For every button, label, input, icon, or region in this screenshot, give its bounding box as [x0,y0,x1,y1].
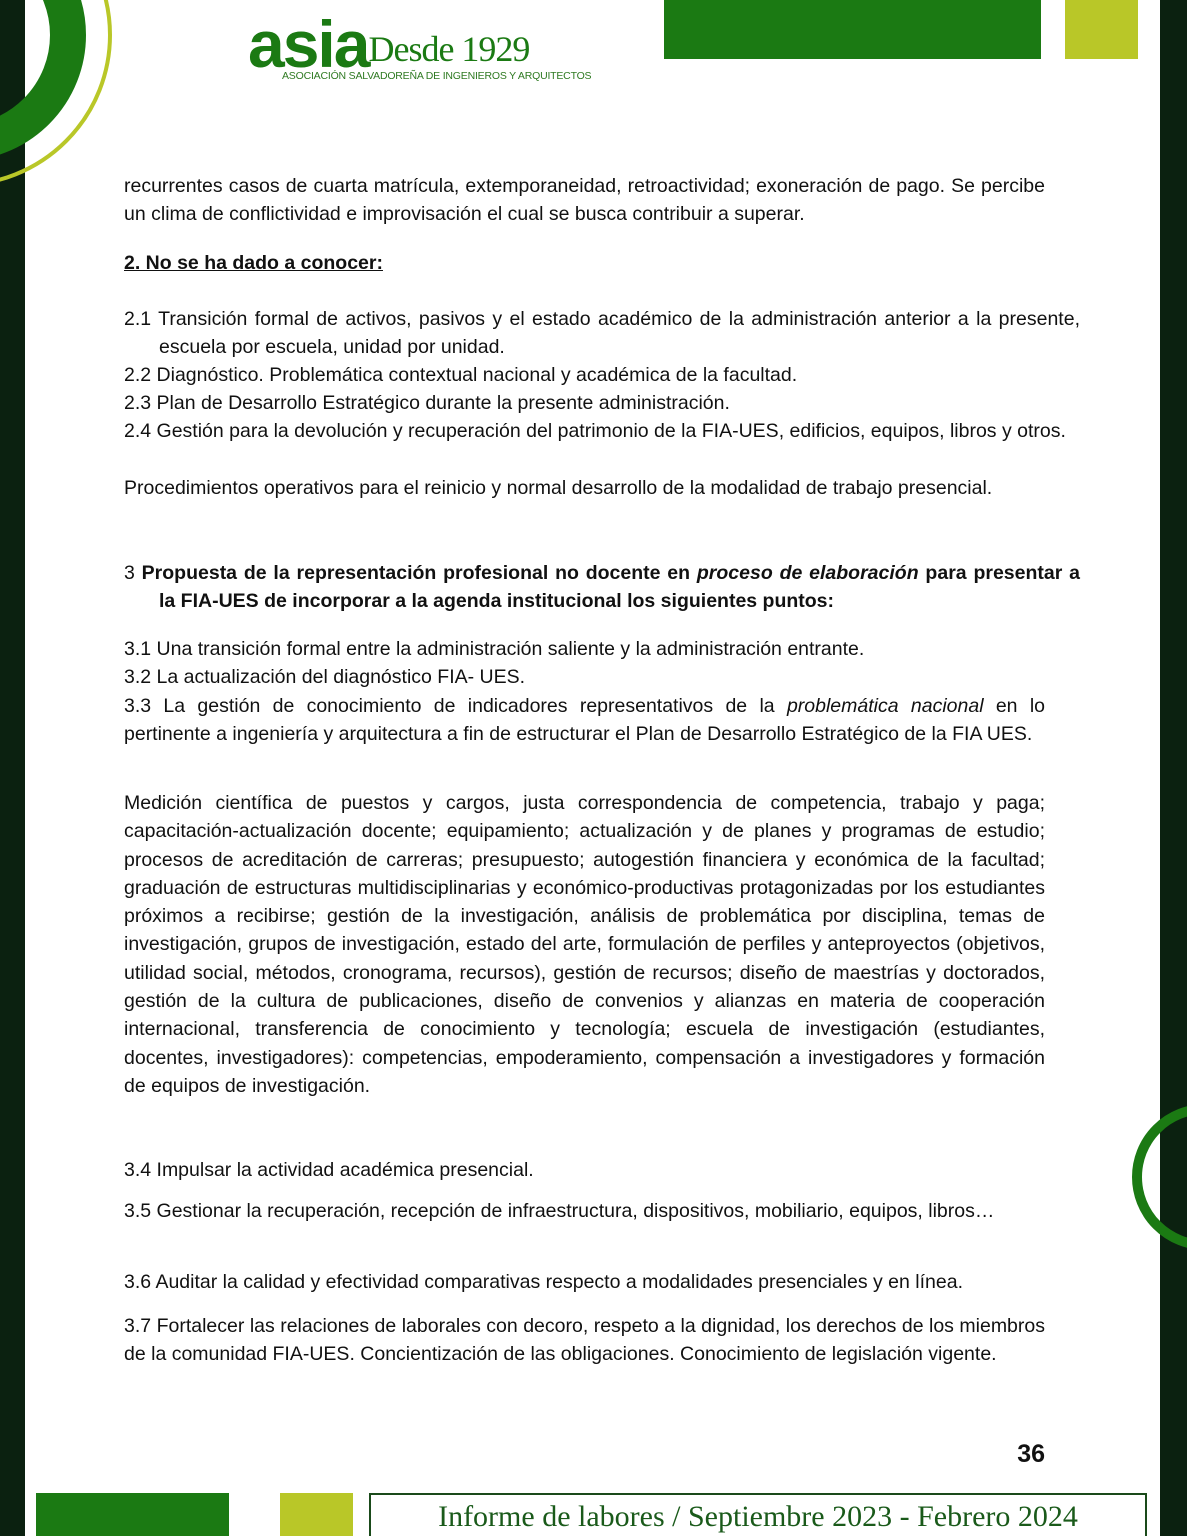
section-3-number: 3 [124,562,142,584]
item-3-3 [124,692,1045,749]
item-3-1: 3.1 Una transición formal entre la administración saliente y la administración entrante. [124,638,865,660]
footer-title: Informe de labores / Septiembre 2023 - Febrero 2024 [438,1500,1078,1533]
paragraph-medicion: Medición científica de puestos y cargos, justa correspondencia de competencia, trabajo y paga; capacitación-actualización docente; equipamiento; actualización y de planes y programas de estudio; procesos de acreditación de carreras; presupuesto; autogestión financiera y económica de la facultad; graduación de estructuras multidisciplinarias y económico-productivas protagonizadas por los estudiantes próximos a recibirse; gestión de la investigación, análisis de problemática por disciplina, temas de investigación, grupos de investigación, estado del arte, formulación de perfiles y anteproyectos (objetivos, utilidad social, métodos, cronograma, recursos), gestión de recursos; diseño de maestrías y doctorados, gestión de la cultura de publicaciones, diseño de convenios y alianzas en materia de cooperación internacional, transferencia de conocimiento y tecnología; escuela de investigación (estudiantes, docentes, investigadores): competencias, empoderamiento, compensación a investigadores y formación de equipos de investigación. [124,792,1045,1097]
footer-green-bar [36,1493,229,1536]
item-3-3-text-b: en lo pertinente a ingeniería y arquitectura a fin de estructurar el Plan de Desarrollo Estratégico de la FIA UES. [124,695,1046,746]
item-2-3: 2.3 Plan de Desarrollo Estratégico durante la presente administración. [124,392,730,414]
section-3-text-b: para presentar a la FIA-UES de incorporar a la agenda institucional los siguientes puntos: [159,562,1080,613]
top-left-dark-arc [0,0,68,143]
section-3-emphasis: proceso de elaboración [696,562,919,584]
item-procedimientos: Procedimientos operativos para el reinicio y normal desarrollo de la modalidad de trabajo presencial. [124,477,993,499]
paragraph-intro: recurrentes casos de cuarta matrícula, extemporaneidad, retroactividad; exoneración de pago. Se percibe un clima de conflictividad e improvisación el cual se busca contribuir a superar. [124,175,1045,226]
item-3-6: 3.6 Auditar la calidad y efectividad comparativas respecto a modalidades presenciales y en línea. [124,1271,963,1293]
section-3-heading [124,559,1080,616]
section-3-text-a: Propuesta de la representación profesional no docente en [141,562,697,584]
right-green-arc [1137,1109,1187,1245]
item-3-2: 3.2 La actualización del diagnóstico FIA- UES. [124,666,526,688]
header-green-bar [664,0,1041,59]
asia-logo [248,7,592,82]
item-3-3-text-a: 3.3 La gestión de conocimiento de indicadores representativos de la [124,695,787,717]
footer-title-box [369,1493,1147,1536]
page-number: 36 [1017,1440,1045,1468]
item-2-2: 2.2 Diagnóstico. Problemática contextual nacional y académica de la facultad. [124,364,798,386]
logo-subtitle: ASOCIACIÓN SALVADOREÑA DE INGENIEROS Y ARQUITECTOS [282,70,592,82]
logo-asia-text: asia [248,7,369,81]
item-2-1: 2.1 Transición formal de activos, pasivos y el estado académico de la administración anterior a la presente, escuela por escuela, unidad por unidad. [124,308,1080,359]
section-2-heading: 2. No se ha dado a conocer: [124,252,383,274]
item-3-4: 3.4 Impulsar la actividad académica presencial. [124,1159,534,1181]
header-lime-square [1065,0,1138,59]
item-3-3-emphasis: problemática nacional [786,695,984,717]
item-3-5: 3.5 Gestionar la recuperación, recepción de infraestructura, dispositivos, mobiliario, equipos, libros… [124,1200,995,1222]
item-3-7: 3.7 Fortalecer las relaciones de laborales con decoro, respeto a la dignidad, los derechos de los miembros de la comunidad FIA-UES. Concientización de las obligaciones. Conocimiento de legislación vigente. [124,1315,1045,1366]
item-2-4: 2.4 Gestión para la devolución y recuperación del patrimonio de la FIA-UES, edificios, equipos, libros y otros. [124,420,1066,442]
logo-desde-text: Desde 1929 [368,29,530,69]
footer-lime-square [280,1493,353,1536]
